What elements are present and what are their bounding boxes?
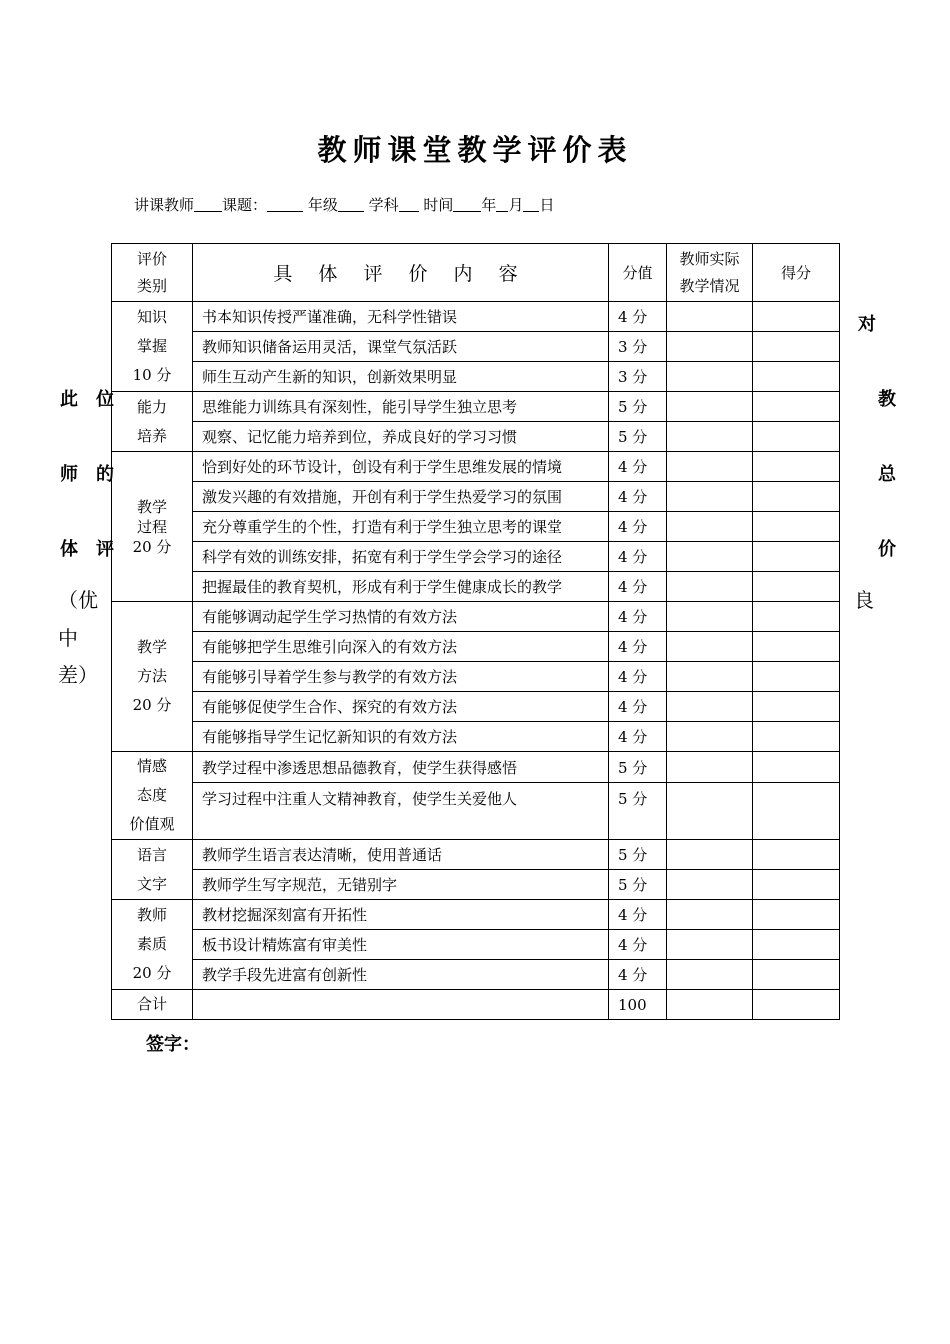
criterion-text: 教材挖掘深刻富有开拓性	[193, 900, 609, 930]
score-cell[interactable]	[753, 602, 840, 632]
table-row	[112, 512, 840, 542]
criterion-text: 学习过程中注重人文精神教育，使学生关爱他人	[193, 783, 609, 840]
side-left-char: 此	[60, 389, 78, 410]
teacher-label: 讲课教师	[134, 196, 195, 214]
teacher-blank[interactable]	[194, 197, 222, 212]
criterion-points: 3 分	[609, 362, 667, 392]
day-blank[interactable]	[523, 197, 539, 212]
actual-cell[interactable]	[667, 512, 753, 542]
category-method: 教学 方法 20 分	[112, 602, 193, 752]
score-cell[interactable]	[753, 632, 840, 662]
table-row	[112, 632, 840, 662]
actual-cell[interactable]	[667, 752, 753, 783]
category-emotion: 情感 态度 价值观	[112, 752, 193, 840]
total-points: 100	[609, 990, 667, 1020]
year-blank[interactable]	[453, 197, 481, 212]
year-label: 年	[481, 196, 497, 214]
actual-cell[interactable]	[667, 542, 753, 572]
header-actual: 教师实际 教学情况	[667, 244, 753, 302]
table-row	[112, 422, 840, 452]
criterion-points: 4 分	[609, 930, 667, 960]
criterion-text: 有能够把学生思维引向深入的有效方法	[193, 632, 609, 662]
criterion-points: 4 分	[609, 542, 667, 572]
actual-cell[interactable]	[667, 482, 753, 512]
side-right-char: 教	[878, 389, 896, 410]
criterion-text: 有能够调动起学生学习热情的有效方法	[193, 602, 609, 632]
side-right-char: 总	[878, 464, 896, 485]
score-cell[interactable]	[753, 422, 840, 452]
table-row	[112, 452, 840, 482]
criterion-text: 恰到好处的环节设计，创设有利于学生思维发展的情境	[193, 452, 609, 482]
side-left-char: 体	[60, 539, 78, 560]
total-label: 合计	[112, 990, 193, 1020]
criterion-points: 4 分	[609, 900, 667, 930]
side-right-char: 价	[878, 539, 896, 560]
criterion-points: 4 分	[609, 512, 667, 542]
table-row	[112, 602, 840, 632]
table-row	[112, 572, 840, 602]
actual-cell[interactable]	[667, 392, 753, 422]
criterion-points: 4 分	[609, 662, 667, 692]
criterion-text: 科学有效的训练安排，拓宽有利于学生学会学习的途径	[193, 542, 609, 572]
actual-cell[interactable]	[667, 602, 753, 632]
table-row	[112, 783, 840, 840]
criterion-text: 教学过程中渗透思想品德教育，使学生获得感悟	[193, 752, 609, 783]
side-left-char: 评	[96, 539, 114, 560]
criterion-points: 4 分	[609, 482, 667, 512]
criterion-points: 4 分	[609, 572, 667, 602]
side-right-char: 对	[858, 314, 876, 335]
total-content-cell	[193, 990, 609, 1020]
score-cell[interactable]	[753, 840, 840, 870]
criterion-text: 教师学生写字规范，无错别字	[193, 870, 609, 900]
score-cell[interactable]	[753, 722, 840, 752]
category-process: 教学 过程 20 分	[112, 452, 193, 602]
criterion-text: 把握最佳的教育契机，形成有利于学生健康成长的教学	[193, 572, 609, 602]
criterion-text: 激发兴趣的有效措施，开创有利于学生热爱学习的氛围	[193, 482, 609, 512]
actual-cell[interactable]	[667, 722, 753, 752]
side-left-char: 师	[60, 464, 78, 485]
criterion-text: 书本知识传授严谨准确，无科学性错误	[193, 302, 609, 332]
score-cell[interactable]	[753, 452, 840, 482]
score-cell[interactable]	[753, 900, 840, 930]
actual-cell[interactable]	[667, 332, 753, 362]
category-quality: 教师 素质 20 分	[112, 900, 193, 990]
header-category: 评价 类别	[112, 244, 193, 302]
score-cell[interactable]	[753, 960, 840, 990]
table-row	[112, 900, 840, 930]
header-points: 分值	[609, 244, 667, 302]
total-score-cell[interactable]	[753, 990, 840, 1020]
side-right-grade: 良	[854, 588, 874, 612]
grade-blank[interactable]	[338, 197, 364, 212]
table-row	[112, 870, 840, 900]
table-row	[112, 722, 840, 752]
score-cell[interactable]	[753, 662, 840, 692]
day-label: 日	[539, 196, 555, 214]
table-row	[112, 332, 840, 362]
actual-cell[interactable]	[667, 572, 753, 602]
criterion-points: 5 分	[609, 752, 667, 783]
score-cell[interactable]	[753, 752, 840, 783]
actual-cell[interactable]	[667, 422, 753, 452]
month-label: 月	[508, 196, 524, 214]
total-actual-cell[interactable]	[667, 990, 753, 1020]
table-row	[112, 542, 840, 572]
score-cell[interactable]	[753, 692, 840, 722]
table-row	[112, 482, 840, 512]
actual-cell[interactable]	[667, 783, 753, 840]
score-cell[interactable]	[753, 362, 840, 392]
score-cell[interactable]	[753, 332, 840, 362]
criterion-text: 观察、记忆能力培养到位，养成良好的学习习惯	[193, 422, 609, 452]
header-score: 得分	[753, 244, 840, 302]
criterion-points: 5 分	[609, 392, 667, 422]
criterion-text: 有能够引导着学生参与教学的有效方法	[193, 662, 609, 692]
category-knowledge: 知识 掌握 10 分	[112, 302, 193, 392]
table-row	[112, 840, 840, 870]
grade-label: 年级	[307, 196, 338, 214]
score-cell[interactable]	[753, 482, 840, 512]
table-row	[112, 692, 840, 722]
criterion-text: 充分尊重学生的个性，打造有利于学生独立思考的课堂	[193, 512, 609, 542]
table-row	[112, 302, 840, 332]
score-cell[interactable]	[753, 302, 840, 332]
score-cell[interactable]	[753, 572, 840, 602]
criterion-points: 4 分	[609, 960, 667, 990]
actual-cell[interactable]	[667, 692, 753, 722]
topic-label: 课题：	[222, 196, 268, 214]
month-blank[interactable]	[496, 197, 508, 212]
criterion-text: 师生互动产生新的知识，创新效果明显	[193, 362, 609, 392]
criterion-points: 4 分	[609, 302, 667, 332]
actual-cell[interactable]	[667, 870, 753, 900]
topic-blank[interactable]	[267, 197, 303, 212]
criterion-text: 有能够促使学生合作、探究的有效方法	[193, 692, 609, 722]
table-row	[112, 392, 840, 422]
header-content: 具 体 评 价 内 容	[193, 244, 609, 302]
category-ability: 能力 培养	[112, 392, 193, 452]
criterion-points: 5 分	[609, 870, 667, 900]
criterion-points: 4 分	[609, 452, 667, 482]
actual-cell[interactable]	[667, 302, 753, 332]
criterion-points: 5 分	[609, 783, 667, 840]
actual-cell[interactable]	[667, 840, 753, 870]
score-cell[interactable]	[753, 870, 840, 900]
actual-cell[interactable]	[667, 452, 753, 482]
table-row	[112, 752, 840, 783]
side-left-grade: （优	[58, 588, 98, 612]
criterion-points: 4 分	[609, 692, 667, 722]
score-cell[interactable]	[753, 930, 840, 960]
criterion-text: 教师知识储备运用灵活，课堂气氛活跃	[193, 332, 609, 362]
actual-cell[interactable]	[667, 632, 753, 662]
criterion-text: 思维能力训练具有深刻性，能引导学生独立思考	[193, 392, 609, 422]
score-cell[interactable]	[753, 542, 840, 572]
criterion-points: 3 分	[609, 332, 667, 362]
criterion-points: 4 分	[609, 722, 667, 752]
time-label: 时间	[423, 196, 454, 214]
actual-cell[interactable]	[667, 662, 753, 692]
page-title: 教师课堂教学评价表	[317, 133, 633, 167]
subject-label: 学科	[368, 196, 399, 214]
score-cell[interactable]	[753, 392, 840, 422]
actual-cell[interactable]	[667, 930, 753, 960]
table-row	[112, 960, 840, 990]
actual-cell[interactable]	[667, 362, 753, 392]
header-row	[112, 244, 840, 302]
table-row	[112, 362, 840, 392]
score-cell[interactable]	[753, 783, 840, 840]
criterion-text: 教师学生语言表达清晰，使用普通话	[193, 840, 609, 870]
actual-cell[interactable]	[667, 960, 753, 990]
criterion-points: 4 分	[609, 632, 667, 662]
side-left-grade: 中	[58, 626, 78, 650]
info-line	[134, 194, 554, 215]
subject-blank[interactable]	[399, 197, 419, 212]
category-language: 语言 文字	[112, 840, 193, 900]
criterion-text: 板书设计精炼富有审美性	[193, 930, 609, 960]
criterion-text: 教学手段先进富有创新性	[193, 960, 609, 990]
criterion-points: 5 分	[609, 840, 667, 870]
table-row	[112, 662, 840, 692]
signature-label: 签字：	[146, 1034, 200, 1055]
table-row	[112, 930, 840, 960]
total-row	[112, 990, 840, 1020]
score-cell[interactable]	[753, 512, 840, 542]
criterion-points: 4 分	[609, 602, 667, 632]
side-left-grade: 差）	[58, 663, 98, 687]
criterion-points: 5 分	[609, 422, 667, 452]
side-left-char: 的	[96, 464, 114, 485]
side-left-char: 位	[96, 389, 114, 410]
criterion-text: 有能够指导学生记忆新知识的有效方法	[193, 722, 609, 752]
actual-cell[interactable]	[667, 900, 753, 930]
evaluation-table	[111, 243, 840, 1020]
